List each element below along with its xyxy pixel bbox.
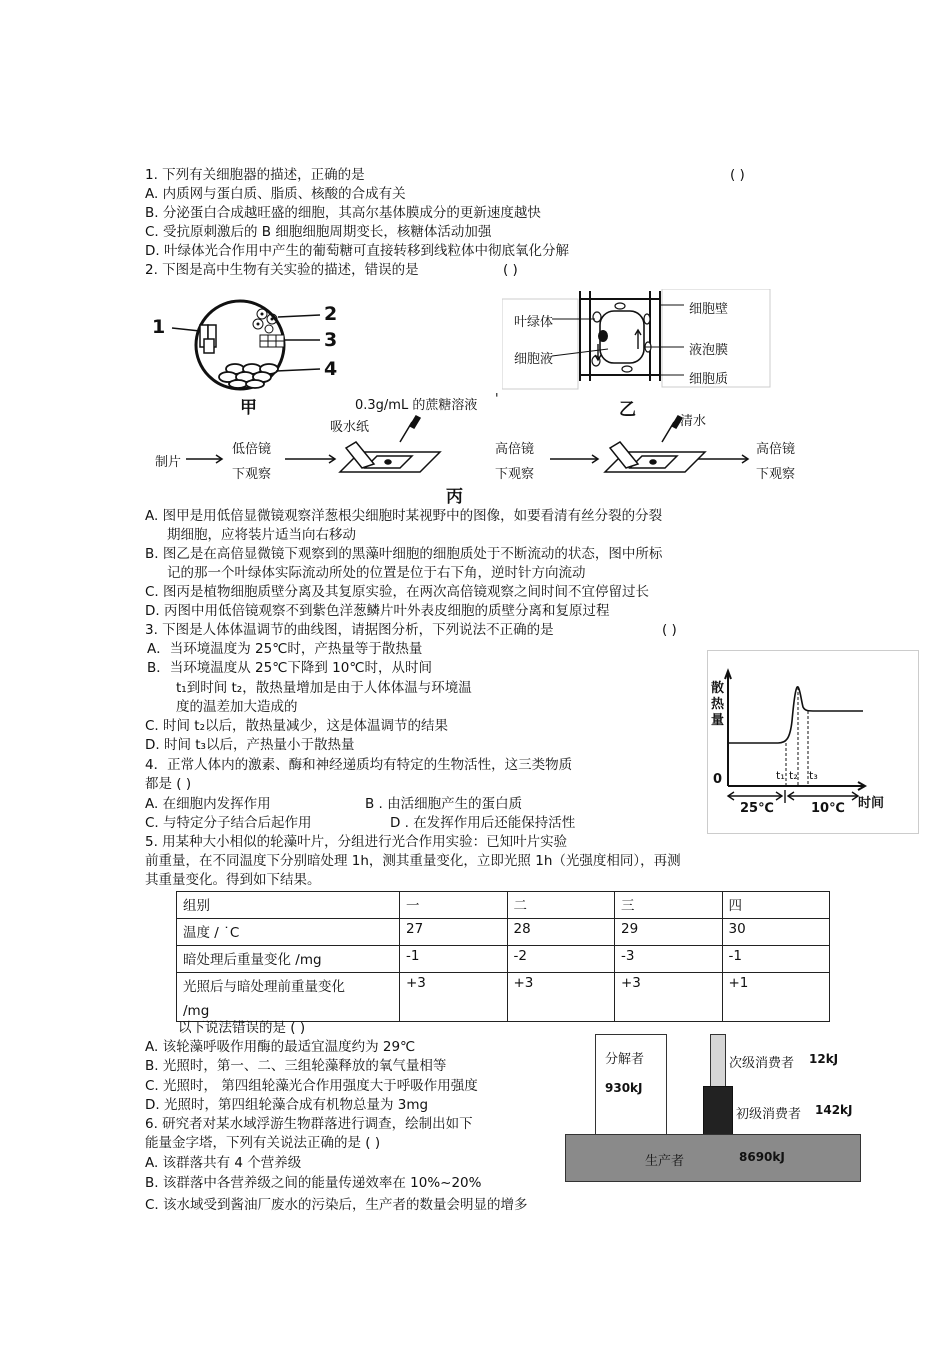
q2-option-b-cont: 记的那一个叶绿体实际流动所处的位置是位于右下角，逆时针方向流动 [167, 565, 586, 581]
q3-chart-tick-t3: t₃ [809, 769, 818, 782]
bing-step-low-2: 下观察 [232, 467, 272, 482]
table-cell-line-cont: /mg [183, 1003, 210, 1019]
q2-option-d: D. 丙图中用低倍镜观察不到紫色洋葱鳞片叶外表皮细胞的质壁分离和复原过程 [145, 603, 610, 619]
q3-option-a: A．当环境温度为 25℃时，产热量等于散热量 [147, 641, 423, 657]
pyramid-primary-value: 142kJ [815, 1103, 853, 1117]
table-cell: 29 [615, 919, 723, 946]
yi-caption: 乙 [619, 400, 636, 420]
q3-chart [707, 650, 919, 834]
table-header-cell: 一 [400, 892, 508, 919]
q6-stem-1: 6. 研究者对某水域浮游生物群落进行调查，绘制出如下 [145, 1116, 473, 1132]
q2-stem: 2. 下图是高中生物有关实验的描述，错误的是 [145, 262, 419, 278]
table-cell: +3 [400, 973, 508, 1022]
table-row [177, 946, 830, 973]
q4-option-c: C. 与特定分子结合后起作用 [145, 815, 312, 831]
q3-chart-zone-10: 10℃ [811, 801, 845, 816]
table-row [177, 892, 830, 919]
q5-option-b: B. 光照时，第一、二、三组轮藻释放的氧气量相等 [145, 1058, 447, 1074]
figure-bing [150, 392, 820, 507]
bing-water: 清水 [680, 414, 707, 429]
q5-stem-2: 前重量，在不同温度下分别暗处理 1h，测其重量变化，立即光照 1h（光强度相同），再测 [145, 853, 681, 869]
table-row [177, 973, 830, 1022]
q4-option-a: A. 在细胞内发挥作用 [145, 796, 271, 812]
table-row [177, 919, 830, 946]
q2-option-c: C. 图丙是植物细胞质壁分离及其复原实验，在两次高倍镜观察之间时间不宜停留过长 [145, 584, 650, 600]
pyramid-decomposer-value: 930kJ [605, 1081, 643, 1095]
pyramid-secondary-label: 次级消费者 [729, 1056, 795, 1071]
table-cell-line: 光照后与暗处理前重量变化 [183, 979, 345, 995]
q1-stem: 1. 下列有关细胞器的描述，正确的是 [145, 167, 365, 183]
table-header-cell: 组别 [177, 892, 400, 919]
q2-option-a-cont: 期细胞，应将装片适当向右移动 [167, 527, 356, 543]
q1-option-d: D. 叶绿体光合作用中产生的葡萄糖可直接转移到线粒体中彻底氧化分解 [145, 243, 569, 259]
yi-label-cell-sap: 细胞液 [514, 352, 554, 367]
yi-label-vacuole-membrane: 液泡膜 [689, 343, 729, 358]
q2-option-b: B. 图乙是在高倍显微镜下观察到的黑藻叶细胞的细胞质处于不断流动的状态，图中所标 [145, 546, 663, 562]
bing-reagent-sucrose: 0.3g/mL 的蔗糖溶液 [355, 398, 478, 413]
jia-num-1: 1 [152, 316, 166, 338]
q3-option-b-cont2: 度的温差加大造成的 [176, 699, 298, 715]
bing-step-prepare: 制片 [155, 455, 182, 470]
q5-option-c: C. 光照时， 第四组轮藻光合作用强度大于呼吸作用强度 [145, 1078, 478, 1094]
yi-label-cell-wall: 细胞壁 [689, 302, 729, 317]
pyramid-producer-label: 生产者 [645, 1154, 685, 1169]
q5-after: 以下说法错误的是 ( ) [178, 1020, 306, 1036]
table-cell: -1 [400, 946, 508, 973]
bing-step-high-2: 下观察 [495, 467, 535, 482]
table-header-cell: 四 [722, 892, 830, 919]
pyramid-primary-label: 初级消费者 [736, 1107, 802, 1122]
q3-chart-zone-25: 25℃ [740, 801, 774, 816]
table-cell: +1 [722, 973, 830, 1022]
q3-option-b: B．当环境温度从 25℃下降到 10℃时，从时间 [147, 660, 433, 676]
q1-option-b: B. 分泌蛋白合成越旺盛的细胞，其高尔基体膜成分的更新速度越快 [145, 205, 541, 221]
q3-paren: ( ) [662, 622, 677, 638]
bing-step-high-1: 高倍镜 [495, 442, 535, 457]
bing-absorbent-paper: 吸水纸 [330, 420, 370, 435]
table-cell: 暗处理后重量变化 /mg [177, 946, 400, 973]
pyramid-producer-bar [565, 1134, 861, 1182]
q6-option-c: C. 该水域受到酱油厂废水的污染后，生产者的数量会明显的增多 [145, 1197, 528, 1213]
q3-chart-origin: 0 [713, 772, 723, 787]
table-cell: 温度 / ˙C [177, 919, 400, 946]
pyramid-producer-value: 8690kJ [739, 1150, 785, 1164]
q3-option-d: D. 时间 t₃以后，产热量小于散热量 [145, 737, 355, 753]
jia-caption: 甲 [240, 398, 257, 418]
q2-option-a: A. 图甲是用低倍显微镜观察洋葱根尖细胞时某视野中的图像，如要看清有丝分裂的分裂 [145, 508, 663, 524]
jia-num-3: 3 [324, 329, 338, 351]
q4-stem-1: 4．正常人体内的激素、酶和神经递质均有特定的生物活性，这三类物质 [145, 757, 573, 773]
q1-paren: ( ) [730, 167, 745, 183]
q5-stem-3: 其重量变化。得到如下结果。 [145, 872, 321, 888]
jia-num-2: 2 [324, 303, 338, 325]
q1-option-a: A. 内质网与蛋白质、脂质、核酸的合成有关 [145, 186, 406, 202]
q3-chart-tick-t1: t₁ [776, 769, 785, 782]
q6-option-a: A. 该群落共有 4 个营养级 [145, 1155, 302, 1171]
pyramid-secondary-bar [710, 1034, 726, 1088]
q3-chart-ylabel: 散热量 [711, 681, 725, 728]
table-cell: +3 [615, 973, 723, 1022]
q6-stem-2: 能量金字塔，下列有关说法正确的是 ( ) [145, 1135, 381, 1151]
q3-chart-tick-t2: t₂ [789, 769, 798, 782]
q4-stem-2: 都是 ( ) [145, 776, 192, 792]
q5-option-d: D. 光照时，第四组轮藻合成有机物总量为 3mg [145, 1097, 429, 1113]
table-cell: 27 [400, 919, 508, 946]
pyramid-secondary-value: 12kJ [809, 1052, 839, 1066]
bing-step-low-1: 低倍镜 [232, 442, 272, 457]
bing-reagent-mark: ' [495, 392, 499, 407]
table-cell: +3 [507, 973, 615, 1022]
table-cell [177, 973, 400, 1022]
q3-option-c: C. 时间 t₂以后，散热量减少，这是体温调节的结果 [145, 718, 449, 734]
energy-pyramid [565, 1028, 865, 1186]
bing-step-high-4: 下观察 [756, 467, 796, 482]
bing-step-high-3: 高倍镜 [756, 442, 796, 457]
table-header-cell: 三 [615, 892, 723, 919]
pyramid-decomposer-label: 分解者 [605, 1052, 645, 1067]
q6-option-b: B. 该群落中各营养级之间的能量传递效率在 10%~20% [145, 1175, 482, 1191]
q5-results-table [176, 891, 830, 1022]
table-header-cell: 二 [507, 892, 615, 919]
pyramid-primary-bar [703, 1086, 733, 1136]
jia-num-4: 4 [324, 358, 338, 380]
q5-option-a: A. 该轮藻呼吸作用酶的最适宜温度约为 29℃ [145, 1039, 416, 1055]
q2-paren: ( ) [503, 262, 518, 278]
table-cell: 30 [722, 919, 830, 946]
q3-option-b-cont1: t₁到时间 t₂，散热量增加是由于人体体温与环境温 [176, 680, 472, 696]
table-cell: -2 [507, 946, 615, 973]
bing-caption: 丙 [446, 487, 463, 507]
table-cell: -1 [722, 946, 830, 973]
yi-label-chloroplast: 叶绿体 [514, 315, 554, 330]
q5-stem-1: 5. 用某种大小相似的轮藻叶片，分组进行光合作用实验：已知叶片实验 [145, 834, 568, 850]
table-cell: -3 [615, 946, 723, 973]
q1-option-c: C. 受抗原刺激后的 B 细胞细胞周期变长，核糖体活动加强 [145, 224, 492, 240]
q4-option-d: D . 在发挥作用后还能保持活性 [390, 815, 576, 831]
q3-stem: 3. 下图是人体体温调节的曲线图，请据图分析，下列说法不正确的是 [145, 622, 554, 638]
q4-option-b: B . 由活细胞产生的蛋白质 [365, 796, 523, 812]
q3-chart-xlabel: 时间 [858, 796, 885, 811]
table-cell: 28 [507, 919, 615, 946]
yi-label-cytoplasm: 细胞质 [689, 372, 729, 387]
